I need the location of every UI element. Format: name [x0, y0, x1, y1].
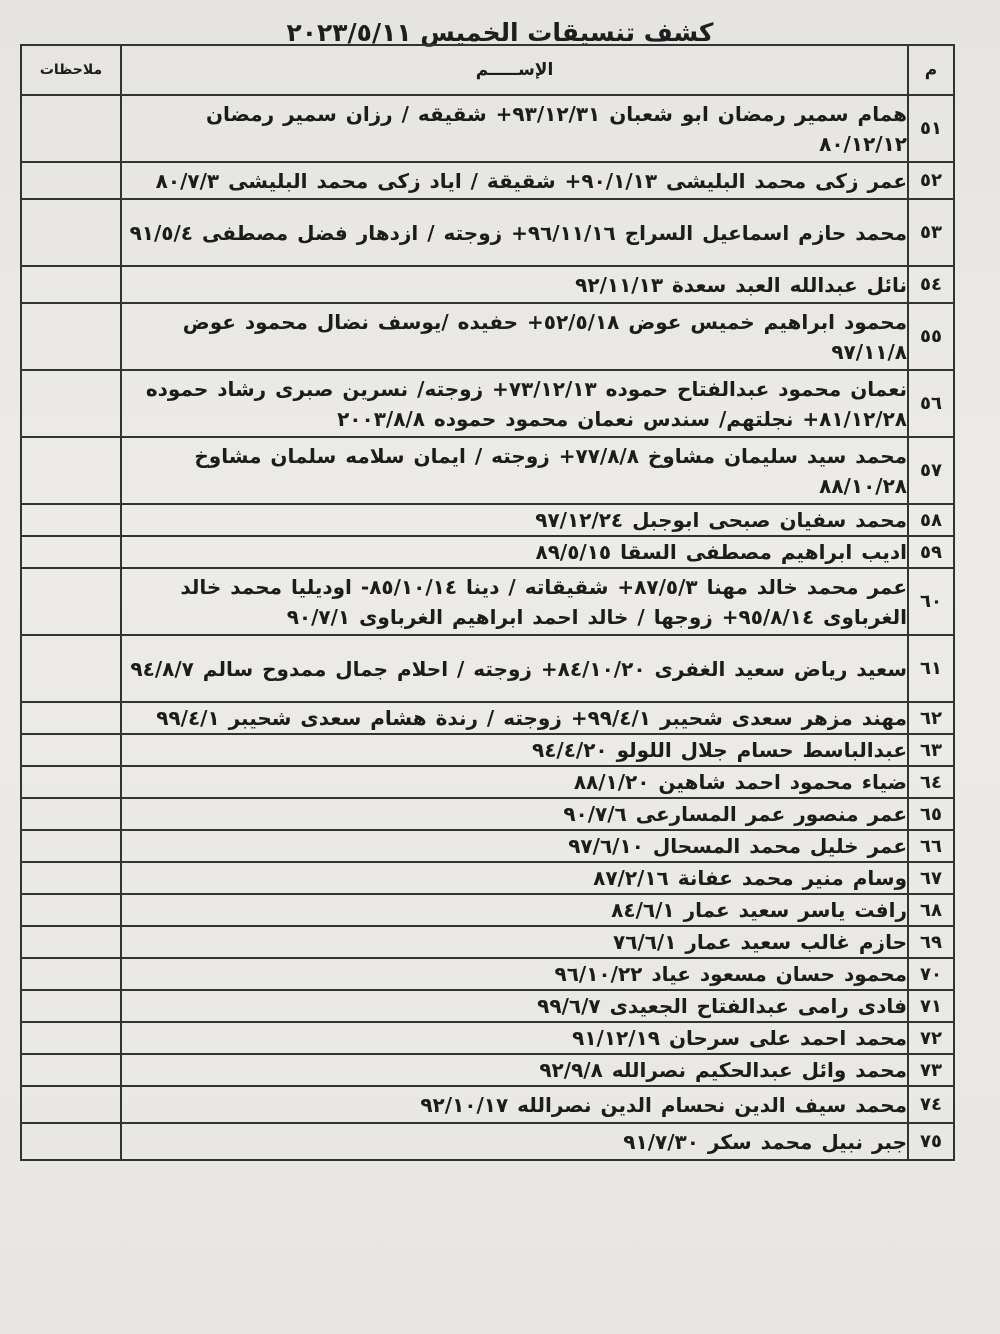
- row-notes: [21, 504, 121, 536]
- table-row: [21, 830, 954, 862]
- row-notes: [21, 1123, 121, 1160]
- table-row: [21, 702, 954, 734]
- row-notes: [21, 370, 121, 437]
- row-notes: [21, 894, 121, 926]
- row-number: ٥٦: [908, 370, 954, 437]
- row-number: ٥٧: [908, 437, 954, 504]
- row-number: ٦٠: [908, 568, 954, 635]
- table-row: [21, 199, 954, 266]
- row-number: ٦٨: [908, 894, 954, 926]
- row-name: نائل عبدالله العبد سعدة ٩٢/١١/١٣: [121, 266, 908, 303]
- names-table: [20, 44, 955, 1161]
- row-number: ٧٢: [908, 1022, 954, 1054]
- row-name: حازم غالب سعيد عمار ٧٦/٦/١: [121, 926, 908, 958]
- row-name: نعمان محمود عبدالفتاح حموده ٧٣/١٢/١٣+ زوجته/ نسرين صبرى رشاد حموده ٨١/١٢/٢٨+ نجلتهم/ سندس نعمان محمود حموده ٢٠٠٣/٨/٨: [121, 370, 908, 437]
- row-name: عبدالباسط حسام جلال اللولو ٩٤/٤/٢٠: [121, 734, 908, 766]
- row-notes: [21, 1022, 121, 1054]
- row-notes: [21, 199, 121, 266]
- row-notes: [21, 303, 121, 370]
- row-name: فادى رامى عبدالفتاح الجعيدى ٩٩/٦/٧: [121, 990, 908, 1022]
- table-row: [21, 266, 954, 303]
- row-name: همام سمير رمضان ابو شعبان ٩٣/١٢/٣١+ شقيقه / رزان سمير رمضان ٨٠/١٢/١٢: [121, 95, 908, 162]
- row-number: ٦٦: [908, 830, 954, 862]
- row-number: ٦٣: [908, 734, 954, 766]
- table-row: [21, 958, 954, 990]
- row-name: سعيد رياض سعيد الغفرى ٨٤/١٠/٢٠+ زوجته / احلام جمال ممدوح سالم ٩٤/٨/٧: [121, 635, 908, 702]
- row-number: ٦٩: [908, 926, 954, 958]
- row-name: وسام منير محمد عفانة ٨٧/٢/١٦: [121, 862, 908, 894]
- row-number: ٥٩: [908, 536, 954, 568]
- row-notes: [21, 95, 121, 162]
- row-notes: [21, 266, 121, 303]
- row-notes: [21, 162, 121, 199]
- row-name: محمد احمد على سرحان ٩١/١٢/١٩: [121, 1022, 908, 1054]
- table-row: [21, 1054, 954, 1086]
- table-row: [21, 1123, 954, 1160]
- row-number: ٧٣: [908, 1054, 954, 1086]
- row-name: عمر محمد خالد مهنا ٨٧/٥/٣+ شقيقاته / دينا ٨٥/١٠/١٤- اوديليا محمد خالد الغرباوى ٩٥/٨/١٤+ زوجها / خالد احمد ابراهيم الغرباوى ٩٠/٧/١: [121, 568, 908, 635]
- row-notes: [21, 990, 121, 1022]
- row-number: ٧١: [908, 990, 954, 1022]
- table-row: [21, 504, 954, 536]
- row-notes: [21, 830, 121, 862]
- table-row: [21, 926, 954, 958]
- table-row: [21, 1022, 954, 1054]
- table-row: [21, 862, 954, 894]
- row-notes: [21, 437, 121, 504]
- table-row: [21, 568, 954, 635]
- row-number: ٦٧: [908, 862, 954, 894]
- row-number: ٥٣: [908, 199, 954, 266]
- table-header-row: [21, 45, 954, 95]
- row-notes: [21, 734, 121, 766]
- row-number: ٦٥: [908, 798, 954, 830]
- row-notes: [21, 702, 121, 734]
- row-notes: [21, 568, 121, 635]
- table-row: [21, 990, 954, 1022]
- row-number: ٥٢: [908, 162, 954, 199]
- table-row: [21, 437, 954, 504]
- table-row: [21, 162, 954, 199]
- row-number: ٥٥: [908, 303, 954, 370]
- row-number: ٥٤: [908, 266, 954, 303]
- header-name: الإســـــم: [121, 45, 908, 95]
- row-name: محمد حازم اسماعيل السراج ٩٦/١١/١٦+ زوجته / ازدهار فضل مصطفى ٩١/٥/٤: [121, 199, 908, 266]
- table-row: [21, 303, 954, 370]
- table-row: [21, 766, 954, 798]
- row-name: محمود حسان مسعود عياد ٩٦/١٠/٢٢: [121, 958, 908, 990]
- row-name: عمر خليل محمد المسحال ٩٧/٦/١٠: [121, 830, 908, 862]
- row-number: ٥١: [908, 95, 954, 162]
- table-row: [21, 95, 954, 162]
- row-name: رافت ياسر سعيد عمار ٨٤/٦/١: [121, 894, 908, 926]
- table-row: [21, 734, 954, 766]
- row-name: محمد سيف الدين نحسام الدين نصرالله ٩٢/١٠/١٧: [121, 1086, 908, 1123]
- row-name: محمد وائل عبدالحكيم نصرالله ٩٢/٩/٨: [121, 1054, 908, 1086]
- row-number: ٥٨: [908, 504, 954, 536]
- header-notes: ملاحظات: [21, 45, 121, 95]
- row-name: جبر نبيل محمد سكر ٩١/٧/٣٠: [121, 1123, 908, 1160]
- table-row: [21, 798, 954, 830]
- row-name: عمر منصور عمر المسارعى ٩٠/٧/٦: [121, 798, 908, 830]
- header-number: م: [908, 45, 954, 95]
- row-number: ٧٠: [908, 958, 954, 990]
- row-notes: [21, 926, 121, 958]
- row-notes: [21, 766, 121, 798]
- page-title: كشف تنسيقات الخميس ٢٠٢٣/٥/١١: [286, 18, 714, 47]
- row-notes: [21, 1086, 121, 1123]
- row-name: اديب ابراهيم مصطفى السقا ٨٩/٥/١٥: [121, 536, 908, 568]
- row-name: ضياء محمود احمد شاهين ٨٨/١/٢٠: [121, 766, 908, 798]
- row-name: مهند مزهر سعدى شحيبر ٩٩/٤/١+ زوجته / رندة هشام سعدى شحيبر ٩٩/٤/١: [121, 702, 908, 734]
- table-row: [21, 894, 954, 926]
- row-name: عمر زكى محمد البليشى ٩٠/١/١٣+ شقيقة / اياد زكى محمد البليشى ٨٠/٧/٣: [121, 162, 908, 199]
- table-row: [21, 536, 954, 568]
- table-row: [21, 370, 954, 437]
- row-notes: [21, 536, 121, 568]
- row-notes: [21, 862, 121, 894]
- row-name: محمد سفيان صبحى ابوجبل ٩٧/١٢/٢٤: [121, 504, 908, 536]
- row-number: ٦٢: [908, 702, 954, 734]
- row-notes: [21, 1054, 121, 1086]
- row-notes: [21, 635, 121, 702]
- table-row: [21, 1086, 954, 1123]
- row-number: ٧٤: [908, 1086, 954, 1123]
- row-number: ٧٥: [908, 1123, 954, 1160]
- row-number: ٦٤: [908, 766, 954, 798]
- row-notes: [21, 798, 121, 830]
- row-number: ٦١: [908, 635, 954, 702]
- row-name: محمد سيد سليمان مشاوخ ٧٧/٨/٨+ زوجته / ايمان سلامه سلمان مشاوخ ٨٨/١٠/٢٨: [121, 437, 908, 504]
- row-name: محمود ابراهيم خميس عوض ٥٢/٥/١٨+ حفيده /يوسف نضال محمود عوض ٩٧/١١/٨: [121, 303, 908, 370]
- table-row: [21, 635, 954, 702]
- row-notes: [21, 958, 121, 990]
